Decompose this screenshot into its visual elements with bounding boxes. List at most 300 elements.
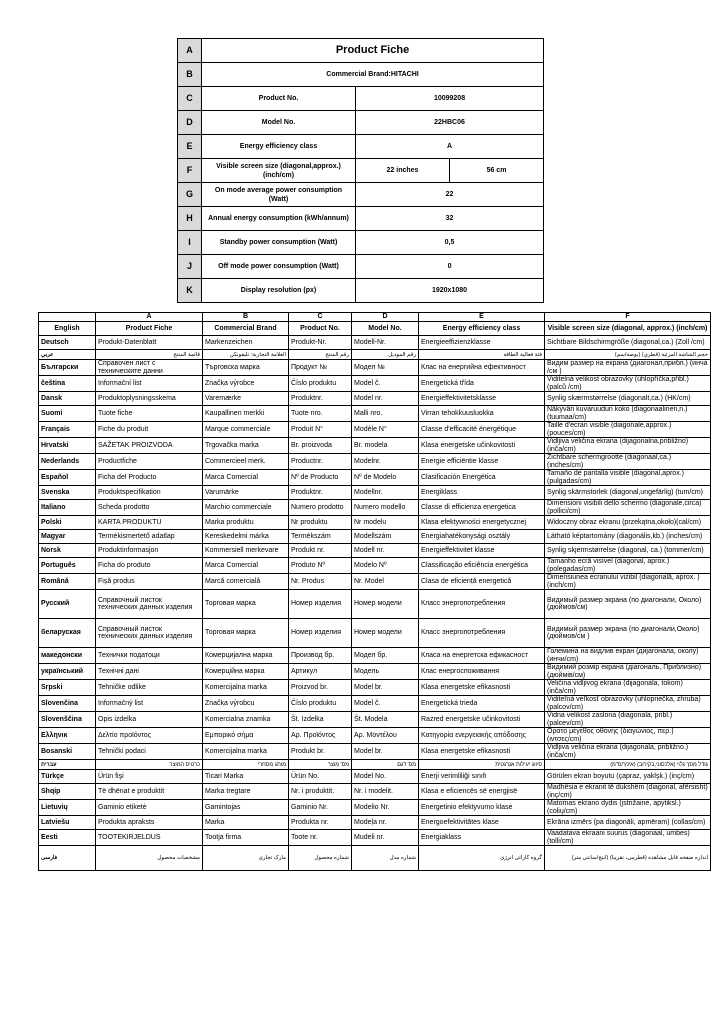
translation-cell: Gamintojas — [203, 800, 289, 816]
column-letter: F — [545, 313, 711, 322]
translation-cell: Model No. — [352, 322, 419, 336]
translation-cell: Tuote fiche — [96, 406, 203, 422]
fiche-row — [178, 87, 544, 111]
translation-cell: Модел бр. — [352, 648, 419, 664]
language-name: Português — [39, 558, 96, 574]
translation-cell: Справочный листок технических данных изделия — [96, 619, 203, 648]
translation-cell: Produkt-Datenblatt — [96, 336, 203, 350]
translation-cell: Modèle N° — [352, 422, 419, 438]
translation-row — [39, 470, 711, 486]
translation-cell: Marca Comercial — [203, 558, 289, 574]
language-name: عربي — [39, 350, 96, 360]
translation-row — [39, 784, 711, 800]
fiche-title: Product Fiche — [202, 39, 544, 63]
translation-cell: Αρ. Μοντέλου — [352, 728, 419, 744]
translation-cell: شماره محصول — [289, 846, 352, 871]
translation-cell: Productnr. — [289, 454, 352, 470]
language-name: Magyar — [39, 530, 96, 544]
translation-cell: Komercialna znamka — [203, 712, 289, 728]
translation-cell: Tuote nro. — [289, 406, 352, 422]
language-name: Srpski — [39, 680, 96, 696]
translation-cell: Nr. Produs — [289, 574, 352, 590]
translation-cell: Модел № — [352, 360, 419, 376]
row-letter: J — [178, 255, 202, 279]
translation-cell: Näkyvän kuvaruudun koko (diagonaalinen,n.) (tuumaa/cm) — [545, 406, 711, 422]
language-name: Русский — [39, 590, 96, 619]
fiche-label: Display resolution (px) — [202, 279, 356, 303]
translation-cell: Marcă comercială — [203, 574, 289, 590]
translation-cell: Видимый размер экрана (по диагонали,Около)(дюймов/см ) — [545, 619, 711, 648]
translation-row — [39, 516, 711, 530]
translation-cell: Производ бр. — [289, 648, 352, 664]
translation-row — [39, 680, 711, 696]
translation-cell: Gaminio Nr. — [289, 800, 352, 816]
fiche-row — [178, 279, 544, 303]
translation-cell: Класс энергопотребления — [419, 619, 545, 648]
translation-cell: Veličina vidljivog ekrana (dijagonala, tokom) (inča/cm) — [545, 680, 711, 696]
translation-cell: Komercijalna marka — [203, 744, 289, 760]
column-letter: D — [352, 313, 419, 322]
row-letter: E — [178, 135, 202, 159]
row-letter: B — [178, 63, 202, 87]
language-name: Polski — [39, 516, 96, 530]
translation-cell: Produit N° — [289, 422, 352, 438]
fiche-value: 0 — [356, 255, 544, 279]
translation-cell: סיווג יעילות אנרגטית — [419, 760, 545, 770]
fiche-label: Model No. — [202, 111, 356, 135]
translation-cell: Ürün fişi — [96, 770, 203, 784]
fiche-label: Commercial Brand:HITACHI — [202, 63, 544, 87]
translation-cell: Marque commerciale — [203, 422, 289, 438]
fiche-row — [178, 159, 544, 183]
translation-cell: Tamaño de pantalla visible (diagonal,aprox.) (pulgadas/cm) — [545, 470, 711, 486]
fiche-value: 22 inches — [356, 159, 450, 183]
translation-cell: Produto Nº — [289, 558, 352, 574]
row-letter: D — [178, 111, 202, 135]
translation-cell: Číslo produktu — [289, 376, 352, 392]
fiche-label: Annual energy consumption (kWh/annum) — [202, 207, 356, 231]
translation-cell: Energetinio efektyvumo klasė — [419, 800, 545, 816]
translation-cell: Widoczny obraz ekranu (przekątna,około)(cal/cm) — [545, 516, 711, 530]
translation-cell: مارک تجاری — [203, 846, 289, 871]
translation-cell: Produktoplysningsskema — [96, 392, 203, 406]
translation-row — [39, 664, 711, 680]
translation-cell: Klasa energetske efikasnosti — [419, 680, 545, 696]
translation-row — [39, 800, 711, 816]
translation-cell: Ορατό μέγεθος οθόνης (διαγώνιος, περ.) (ιντσες/cm) — [545, 728, 711, 744]
fiche-label: Energy efficiency class — [202, 135, 356, 159]
translation-cell: Fiche du produit — [96, 422, 203, 438]
language-name: Slovenčina — [39, 696, 96, 712]
translation-cell: Номер изделия — [289, 590, 352, 619]
translation-row — [39, 336, 711, 350]
translation-cell: Značka výrobce — [203, 376, 289, 392]
translations-table — [38, 312, 711, 871]
translation-cell: Κατηγορία ενεργειακής απόδοσης — [419, 728, 545, 744]
translation-cell: Trgovačka marka — [203, 438, 289, 454]
translation-cell: Klasa energetske efikasnosti — [419, 744, 545, 760]
translation-row — [39, 530, 711, 544]
translation-row — [39, 486, 711, 500]
translation-cell: Varemærke — [203, 392, 289, 406]
translation-cell: Tootja firma — [203, 830, 289, 846]
translation-row — [39, 350, 711, 360]
translation-cell: Numero prodotto — [289, 500, 352, 516]
translation-cell: Класс энергопотребления — [419, 590, 545, 619]
translation-row — [39, 728, 711, 744]
translation-cell: Produktinformasjon — [96, 544, 203, 558]
language-name: Slovenščina — [39, 712, 96, 728]
translation-cell: Големина на видлив екран (дијагонала, околу) (инчи/cm) — [545, 648, 711, 664]
fiche-label: Standby power consumption (Watt) — [202, 231, 356, 255]
translation-cell: Model č. — [352, 376, 419, 392]
fiche-row — [178, 255, 544, 279]
translation-cell: Görülen ekran boyutu (çapraz, yaklşk.) (inç/cm) — [545, 770, 711, 784]
translation-cell: Vaadatava ekraani suurus (diagonaal, umbes) (tolli/cm) — [545, 830, 711, 846]
fiche-row — [178, 63, 544, 87]
language-name: English — [39, 322, 96, 336]
translation-row — [39, 406, 711, 422]
translation-cell: TOOTEKIRJELDUS — [96, 830, 203, 846]
translation-row — [39, 544, 711, 558]
translation-cell: Торговая марка — [203, 619, 289, 648]
translation-cell: Energieeffizienzklasse — [419, 336, 545, 350]
translation-cell: Vidna velikost zaslona (diagonala, pribl.) (palcev/cm) — [545, 712, 711, 728]
translation-cell: Product No. — [289, 322, 352, 336]
translation-cell: Modellszám — [352, 530, 419, 544]
translation-cell: Δελτίο προϊόντος — [96, 728, 203, 744]
translation-cell: גודל מסך גלוי (אלכסוני,בקירוב) (אינץ'/ס"מ) — [545, 760, 711, 770]
translation-row — [39, 648, 711, 664]
language-name: Italiano — [39, 500, 96, 516]
translation-cell: Модель — [352, 664, 419, 680]
language-name: Svenska — [39, 486, 96, 500]
translation-cell: Energieffektivitet klasse — [419, 544, 545, 558]
product-fiche-table — [177, 38, 544, 303]
translation-cell: Εμπορικό σήμα — [203, 728, 289, 744]
translation-row — [39, 360, 711, 376]
translation-cell: Matomas ekrano dydis (įstrižainė, apytiksl.) (colių/cm) — [545, 800, 711, 816]
translation-cell: Clasa de eficiență energetică — [419, 574, 545, 590]
translation-cell: Virran tehokkuusluokka — [419, 406, 545, 422]
translation-cell: Класа на енергетска ефикасност — [419, 648, 545, 664]
language-name: Ελληνικ — [39, 728, 96, 744]
translation-cell: Modell-Nr. — [352, 336, 419, 350]
column-letter: A — [96, 313, 203, 322]
translation-cell: Marka tregtare — [203, 784, 289, 800]
column-letter: C — [289, 313, 352, 322]
translation-cell: Kaupallinen merkki — [203, 406, 289, 422]
translation-cell: Synlig skärmstorlek (diagonal,ungefärlig) (tum/cm) — [545, 486, 711, 500]
translation-cell: Energiklass — [419, 486, 545, 500]
translation-cell: فئة فعالية الطاقة — [419, 350, 545, 360]
language-name: Eesti — [39, 830, 96, 846]
translation-cell: Madhësia e ekranit të dukshëm (diagonal, afërsisht) (inç/cm) — [545, 784, 711, 800]
translation-cell: Taille d'écran visible (diagonale,approx.) (pouces/cm) — [545, 422, 711, 438]
translation-cell: Značka výrobcu — [203, 696, 289, 712]
translation-cell: Modell nr. — [352, 544, 419, 558]
translation-cell: العلامة التجارية: تليفونكن — [203, 350, 289, 360]
translation-cell: مشخصات محصول — [96, 846, 203, 871]
translation-row — [39, 696, 711, 712]
translation-cell: Energy efficiency class — [419, 322, 545, 336]
translation-row — [39, 322, 711, 336]
translation-cell: Ficha del Producto — [96, 470, 203, 486]
translation-cell: Ficha do produto — [96, 558, 203, 574]
fiche-label: On mode average power consumption (Watt) — [202, 183, 356, 207]
translation-cell: Model br. — [352, 680, 419, 696]
translation-cell: Commercieel merk. — [203, 454, 289, 470]
translation-cell: Br. proizvoda — [289, 438, 352, 454]
language-name: український — [39, 664, 96, 680]
row-letter: C — [178, 87, 202, 111]
fiche-label: Visible screen size (diagonal,approx.) (inch/cm) — [202, 159, 356, 183]
translation-row — [39, 574, 711, 590]
translation-cell: Nr modelu — [352, 516, 419, 530]
translation-cell: Комерцијална марка — [203, 648, 289, 664]
translation-cell: رقم المنتج — [289, 350, 352, 360]
language-name: Norsk — [39, 544, 96, 558]
language-name: Shqip — [39, 784, 96, 800]
language-name: Latviešu — [39, 816, 96, 830]
translation-cell: Клас енергоспоживання — [419, 664, 545, 680]
translation-cell: Комерційна марка — [203, 664, 289, 680]
row-letter: H — [178, 207, 202, 231]
translation-cell: Kereskedelmi márka — [203, 530, 289, 544]
translation-cell: Br. modela — [352, 438, 419, 454]
translation-cell: Tamanho ecrã visível (diagonal, aprox.) (polegadas/cm) — [545, 558, 711, 574]
language-name: Română — [39, 574, 96, 590]
translation-cell: Energetická třída — [419, 376, 545, 392]
translation-cell: Технички податоци — [96, 648, 203, 664]
fiche-label: Off mode power consumption (Watt) — [202, 255, 356, 279]
translation-cell: رقم الموديل — [352, 350, 419, 360]
translation-row — [39, 744, 711, 760]
translation-cell: Varumärke — [203, 486, 289, 500]
translation-cell: מס' דגם — [352, 760, 419, 770]
translation-cell: حجم الشاشة المرئية (قطري) (بوصة/سم) — [545, 350, 711, 360]
translation-cell: Видимий розмір екрана (діагональ, Приблизно) (дюймів/см) — [545, 664, 711, 680]
translation-cell: Energie efficiëntie klasse — [419, 454, 545, 470]
translation-row — [39, 376, 711, 392]
translation-cell: Nr. Model — [352, 574, 419, 590]
translation-cell: Номер модели — [352, 619, 419, 648]
row-letter: I — [178, 231, 202, 255]
translation-cell: Kommersiell merkevare — [203, 544, 289, 558]
translation-cell: Viditeľná veľkosť obrazovky (uhlopriečka, zhruba) (palcov/cm) — [545, 696, 711, 712]
fiche-value: 1920x1080 — [356, 279, 544, 303]
translation-cell: Nr produktu — [289, 516, 352, 530]
translation-cell: Vidljiva veličina ekrana (dijagonala, približno.) (inča/cm) — [545, 744, 711, 760]
column-letter: E — [419, 313, 545, 322]
translation-cell: Synlig skjermstørrelse (diagonal, ca.) (tommer/cm) — [545, 544, 711, 558]
translation-cell: Ticari Marka — [203, 770, 289, 784]
fiche-row — [178, 231, 544, 255]
translation-cell: Marka — [203, 816, 289, 830]
translation-cell: شماره مدل — [352, 846, 419, 871]
language-name: čeština — [39, 376, 96, 392]
translation-cell: Ekrāna izmērs (pa diagonāli, apmēram) (collas/cm) — [545, 816, 711, 830]
translation-cell: Видим размер на екрана (диагонал,прибл.) (инча /см ) — [545, 360, 711, 376]
translation-cell: Видимый размер экрана (по диагонали, Около) (дюймов/см) — [545, 590, 711, 619]
translation-cell: Продукт № — [289, 360, 352, 376]
translation-cell: Номер изделия — [289, 619, 352, 648]
translation-cell: Product Fiche — [96, 322, 203, 336]
translation-cell: Dimensiunea ecranului vizibil (diagonală, aprox. ) (inch/cm) — [545, 574, 711, 590]
translation-cell: Modellnr. — [352, 486, 419, 500]
translation-cell: Energiahatékonysági osztály — [419, 530, 545, 544]
translation-cell: Клас на енергийна ефективност — [419, 360, 545, 376]
fiche-value: 0,5 — [356, 231, 544, 255]
translation-row — [39, 770, 711, 784]
translation-cell: اندازه صفحه قابل مشاهده (قطرمی، تقریبا) (اینچ/سانتی متر) — [545, 846, 711, 871]
translation-cell: Model nr. — [352, 392, 419, 406]
translation-cell: Produkt nr. — [289, 544, 352, 558]
language-name: Български — [39, 360, 96, 376]
translation-cell: Gaminio etiketė — [96, 800, 203, 816]
translation-cell: Informační list — [96, 376, 203, 392]
translation-cell: گروه کارائی انرژی — [419, 846, 545, 871]
translation-cell: Synlig skærmstørrelse (diagonalt,ca.) (HK/cm) — [545, 392, 711, 406]
translation-cell: Fișă produs — [96, 574, 203, 590]
translation-cell: Viditelná velikost obrazovky (úhlopříčka,přibl.) (palců /cm) — [545, 376, 711, 392]
translation-cell: Modelio Nr. — [352, 800, 419, 816]
translation-cell: Číslo produktu — [289, 696, 352, 712]
row-letter: K — [178, 279, 202, 303]
translation-row — [39, 392, 711, 406]
translation-cell: Технічні дані — [96, 664, 203, 680]
column-letter-row — [39, 313, 711, 322]
translation-cell: Справочен лист с техническите данни — [96, 360, 203, 376]
fiche-row — [178, 111, 544, 135]
translation-cell: Mudeli nr. — [352, 830, 419, 846]
translation-cell: Classe di efficienza energetica — [419, 500, 545, 516]
fiche-value: 10099208 — [356, 87, 544, 111]
translation-cell: Nr. i produktit. — [289, 784, 352, 800]
fiche-row — [178, 135, 544, 159]
translation-cell: Model No. — [352, 770, 419, 784]
translation-cell: Produkt br. — [289, 744, 352, 760]
language-name: עברית — [39, 760, 96, 770]
translation-cell: Номер модели — [352, 590, 419, 619]
translation-cell: Klasa energetske učinkovitosti — [419, 438, 545, 454]
translation-cell: Látható képtartomány (diagonális,kb.) (inches/cm) — [545, 530, 711, 544]
translation-cell: Energieffektivitetsklasse — [419, 392, 545, 406]
translation-cell: Nr. i modelit. — [352, 784, 419, 800]
translation-cell: Торговая марка — [203, 590, 289, 619]
translation-cell: Enerji verimliliği sınıfı — [419, 770, 545, 784]
translation-cell: Visible screen size (diagonal, approx.) (inch/cm) — [545, 322, 711, 336]
column-letter: B — [203, 313, 289, 322]
translation-row — [39, 619, 711, 648]
translation-cell: Αρ. Προϊόντος — [289, 728, 352, 744]
column-letter — [39, 313, 96, 322]
translation-cell: Scheda prodotto — [96, 500, 203, 516]
translation-cell: Produktnr. — [289, 486, 352, 500]
translation-cell: Produktnr. — [289, 392, 352, 406]
translation-cell: Informačný list — [96, 696, 203, 712]
row-letter: G — [178, 183, 202, 207]
translation-cell: Търговска марка — [203, 360, 289, 376]
translation-cell: Energoefektivitātes klase — [419, 816, 545, 830]
translation-cell: Numero modello — [352, 500, 419, 516]
translation-cell: Sichtbare Bildschirmgröße (diagonal,ca.) (Zoll /cm) — [545, 336, 711, 350]
translation-row — [39, 422, 711, 438]
translation-cell: Tehnički podaci — [96, 744, 203, 760]
language-name: Nederlands — [39, 454, 96, 470]
translation-cell: Malli nro. — [352, 406, 419, 422]
translation-cell: מס' מוצר — [289, 760, 352, 770]
language-name: Hrvatski — [39, 438, 96, 454]
translation-cell: מותג מסחרי — [203, 760, 289, 770]
language-name: Español — [39, 470, 96, 486]
translation-cell: Modelnr. — [352, 454, 419, 470]
fiche-value-cm: 56 cm — [450, 159, 544, 183]
language-name: Suomi — [39, 406, 96, 422]
language-name: Deutsch — [39, 336, 96, 350]
translation-row — [39, 712, 711, 728]
fiche-row — [178, 39, 544, 63]
translation-cell: כרטיס המוצר — [96, 760, 203, 770]
translation-row — [39, 830, 711, 846]
translation-cell: Št. Modela — [352, 712, 419, 728]
fiche-value: 22 — [356, 183, 544, 207]
translation-cell: Model č. — [352, 696, 419, 712]
translation-cell: SAŽETAK PROIZVODA — [96, 438, 203, 454]
translation-cell: Komercijalna marka — [203, 680, 289, 696]
fiche-value: 22HBC06 — [356, 111, 544, 135]
language-name: Dansk — [39, 392, 96, 406]
translation-cell: Produkta apraksts — [96, 816, 203, 830]
translation-cell: Produkta nr. — [289, 816, 352, 830]
row-letter: A — [178, 39, 202, 63]
translation-row — [39, 760, 711, 770]
translation-cell: Marka produktu — [203, 516, 289, 530]
fiche-row — [178, 207, 544, 231]
language-name: Lietuvių — [39, 800, 96, 816]
translation-row — [39, 558, 711, 574]
translation-cell: Razred energetske učinkovitosti — [419, 712, 545, 728]
translation-cell: Commercial Brand — [203, 322, 289, 336]
translation-cell: Opis izdelka — [96, 712, 203, 728]
translation-cell: Артикул — [289, 664, 352, 680]
translation-cell: Modelo Nº — [352, 558, 419, 574]
translation-cell: Classificação eficiência energética — [419, 558, 545, 574]
row-letter: F — [178, 159, 202, 183]
translation-cell: قائمة المنتج — [96, 350, 203, 360]
translation-row — [39, 590, 711, 619]
translation-row — [39, 816, 711, 830]
translation-cell: Produkt-Nr. — [289, 336, 352, 350]
translation-row — [39, 438, 711, 454]
translation-cell: Klasa e eficiencës së energjisë — [419, 784, 545, 800]
translation-cell: Model br. — [352, 744, 419, 760]
translation-cell: Energetická trieda — [419, 696, 545, 712]
language-name: македонски — [39, 648, 96, 664]
translation-cell: Št. Izdelka — [289, 712, 352, 728]
translation-cell: Termékszám — [289, 530, 352, 544]
translation-cell: KARTA PRODUKTU — [96, 516, 203, 530]
translation-cell: Toote nr. — [289, 830, 352, 846]
translation-cell: Zichtbare schermgrootte (diagonaal,ca.) (inches/cm) — [545, 454, 711, 470]
language-name: беларуская — [39, 619, 96, 648]
translation-cell: Vidljiva veličina ekrana (dijagonalna,približno) (inča/cm) — [545, 438, 711, 454]
fiche-row — [178, 183, 544, 207]
translation-row — [39, 846, 711, 871]
translation-cell: Ürün No. — [289, 770, 352, 784]
translation-cell: Marchio commerciale — [203, 500, 289, 516]
translation-cell: Produktspecifikation — [96, 486, 203, 500]
